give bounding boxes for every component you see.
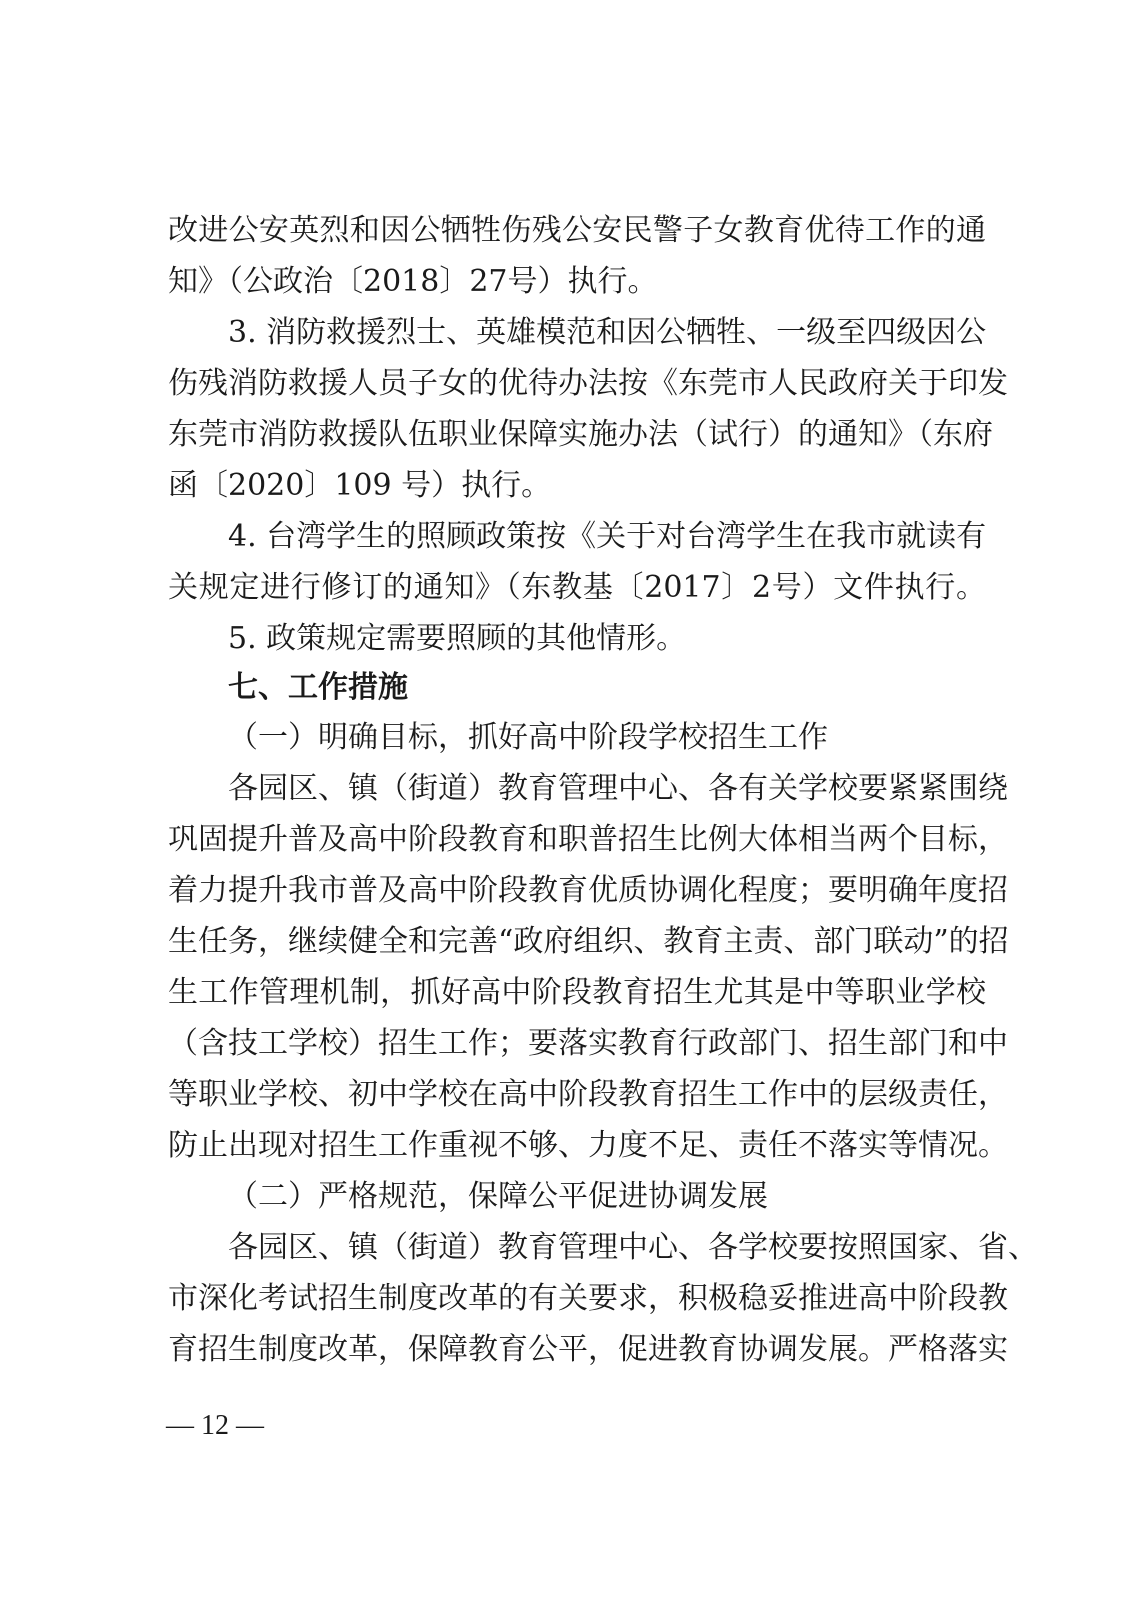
body-line: 等职业学校、初中学校在高中阶段教育招生工作中的层级责任， [168, 1077, 1008, 1112]
body-line: 伤残消防救援人员子女的优待办法按《东莞市人民政府关于印发 [168, 366, 1008, 401]
body-line: 知》（公政治〔2018〕27号）执行。 [168, 264, 658, 299]
body-line: 巩固提升普及高中阶段教育和职普招生比例大体相当两个目标， [168, 822, 1008, 857]
body-line: 生任务，继续健全和完善“政府组织、教育主责、部门联动”的招 [168, 924, 1009, 959]
body-line: 东莞市消防救援队伍职业保障实施办法（试行）的通知》（东府 [168, 417, 993, 452]
body-line: 3. 消防救援烈士、英雄模范和因公牺牲、一级至四级因公 [228, 315, 987, 350]
section-heading: 七、工作措施 [228, 670, 408, 705]
body-line: 市深化考试招生制度改革的有关要求，积极稳妥推进高中阶段教 [168, 1281, 1008, 1316]
body-line: 生工作管理机制，抓好高中阶段教育招生尤其是中等职业学校 [168, 975, 986, 1010]
body-line: （含技工学校）招生工作；要落实教育行政部门、招生部门和中 [168, 1026, 1008, 1061]
page-number: — 12 — [166, 1410, 264, 1441]
body-line: 函〔2020〕109 号）执行。 [168, 468, 552, 503]
body-line: 4. 台湾学生的照顾政策按《关于对台湾学生在我市就读有 [228, 519, 987, 554]
body-line: 5. 政策规定需要照顾的其他情形。 [228, 621, 687, 656]
body-line: 改进公安英烈和因公牺牲伤残公安民警子女教育优待工作的通 [168, 213, 986, 248]
subsection-heading: （一）明确目标，抓好高中阶段学校招生工作 [228, 720, 828, 755]
subsection-heading: （二）严格规范，保障公平促进协调发展 [228, 1179, 768, 1214]
body-line: 各园区、镇（街道）教育管理中心、各有关学校要紧紧围绕 [228, 771, 1008, 806]
body-line: 关规定进行修订的通知》（东教基〔2017〕2号）文件执行。 [168, 570, 986, 605]
body-line: 防止出现对招生工作重视不够、力度不足、责任不落实等情况。 [168, 1128, 1008, 1163]
body-line: 各园区、镇（街道）教育管理中心、各学校要按照国家、省、 [228, 1230, 1038, 1265]
body-line: 育招生制度改革，保障教育公平，促进教育协调发展。严格落实 [168, 1332, 1008, 1367]
body-line: 着力提升我市普及高中阶段教育优质协调化程度；要明确年度招 [168, 873, 1008, 908]
